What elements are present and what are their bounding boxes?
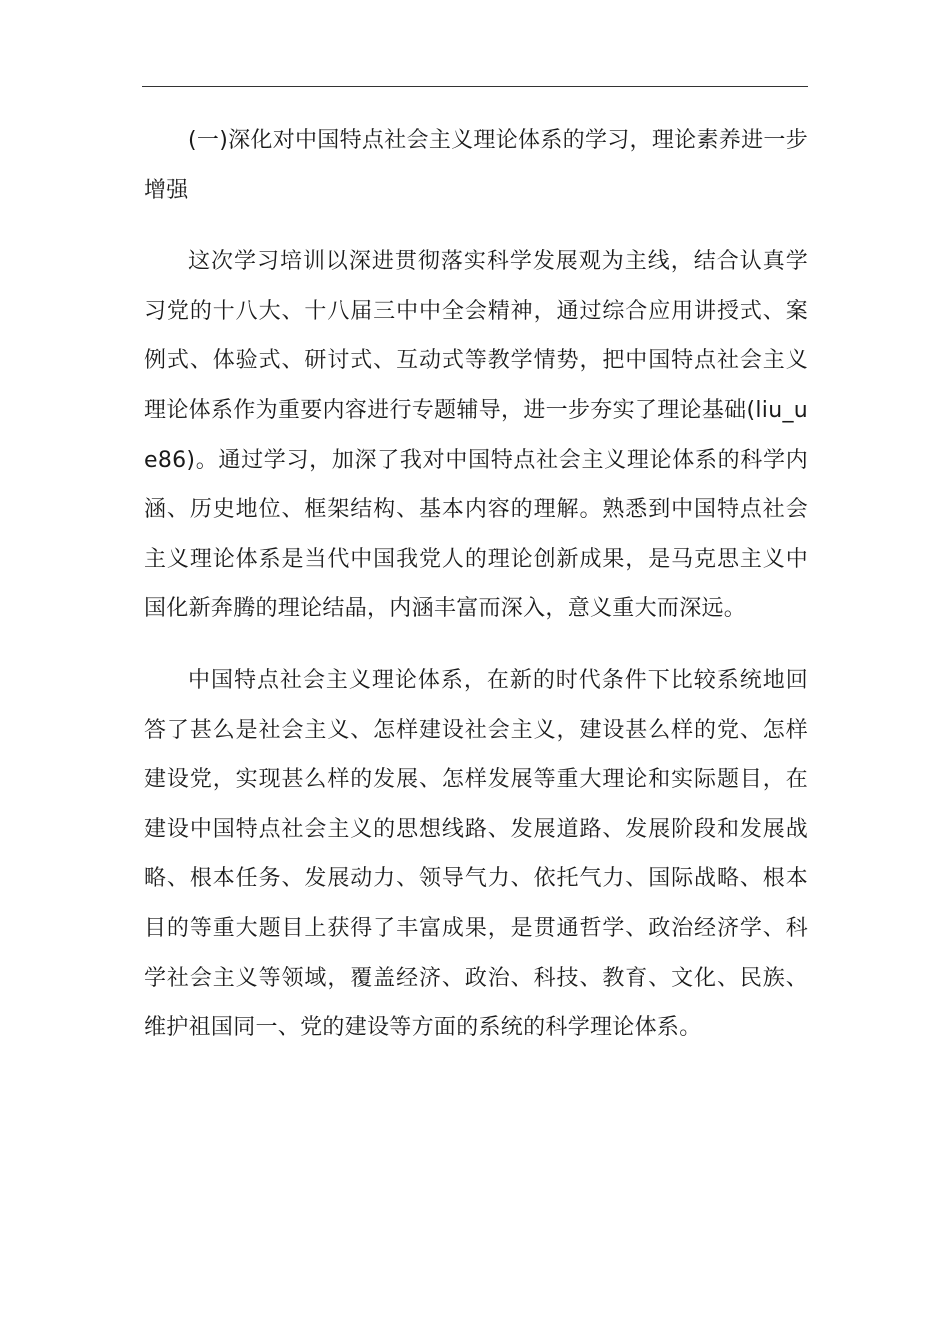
document-body [144, 116, 808, 1053]
paragraph-1: 这次学习培训以深进贯彻落实科学发展观为主线，结合认真学习党的十八大、十八届三中中全会精神，通过综合应用讲授式、案例式、体验式、研讨式、互动式等教学情势，把中国特点社会主义理论体系作为重要内容进行专题辅导，进一步夯实了理论基础(liu_ue86)。通过学习，加深了我对中国特点社会主义理论体系的科学内涵、历史地位、框架结构、基本内容的理解。熟悉到中国特点社会主义理论体系是当代中国我党人的理论创新成果，是马克思主义中国化新奔腾的理论结晶，内涵丰富而深入，意义重大而深远。 [144, 249, 808, 622]
section-heading: (一)深化对中国特点社会主义理论体系的学习，理论素养进一步增强 [144, 128, 808, 203]
paragraph-2: 中国特点社会主义理论体系，在新的时代条件下比较系统地回答了甚么是社会主义、怎样建设社会主义，建设甚么样的党、怎样建设党，实现甚么样的发展、怎样发展等重大理论和实际题目，在建设中国特点社会主义的思想线路、发展道路、发展阶段和发展战略、根本任务、发展动力、领导气力、依托气力、国际战略、根本目的等重大题目上获得了丰富成果，是贯通哲学、政治经济学、科学社会主义等领域，覆盖经济、政治、科技、教育、文化、民族、维护祖国同一、党的建设等方面的系统的科学理论体系。 [144, 667, 808, 1041]
header-rule [142, 86, 808, 87]
